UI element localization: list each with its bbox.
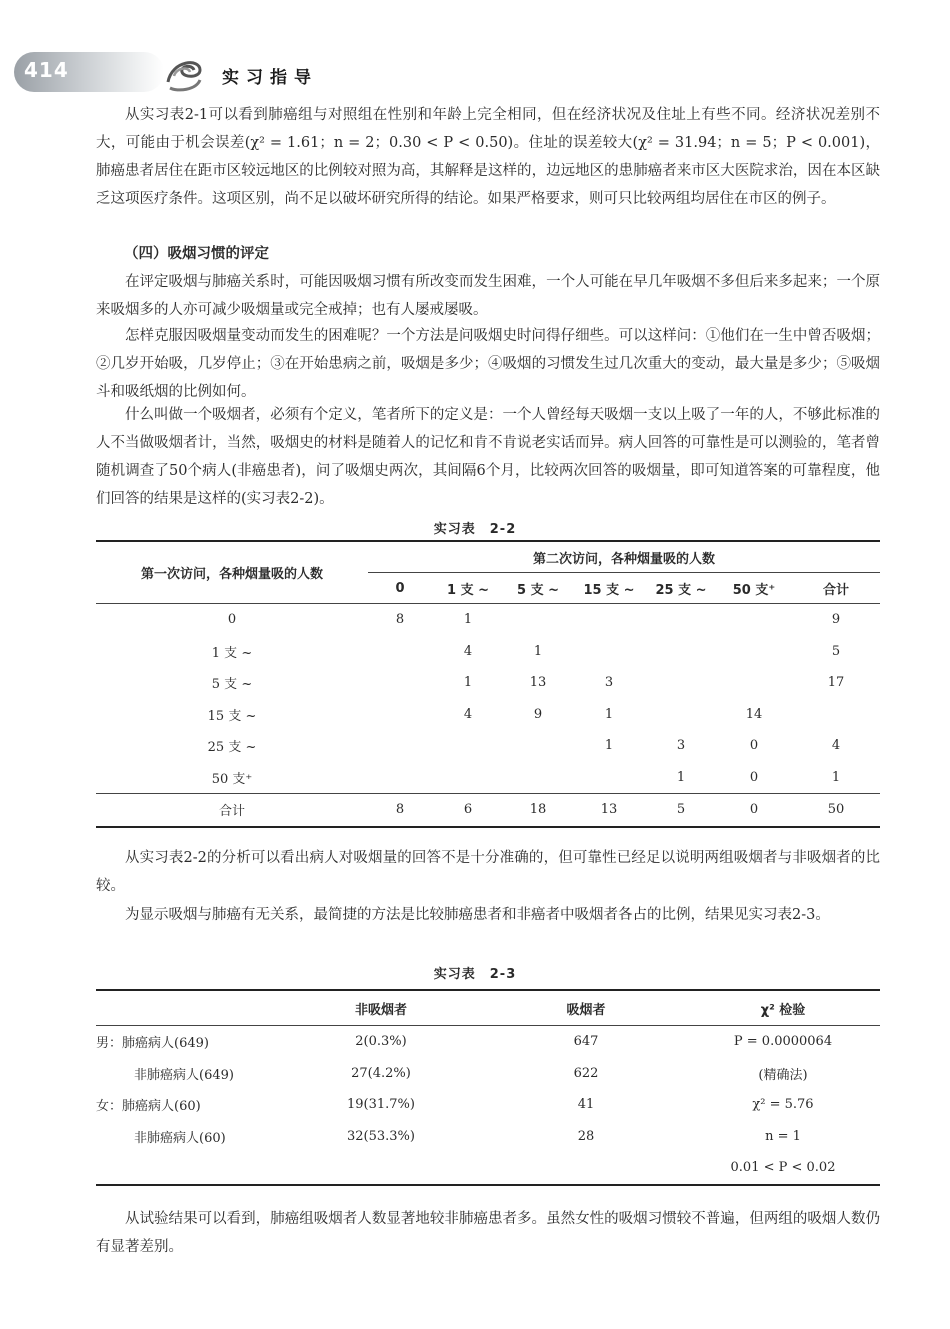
- table-row: [96, 762, 880, 794]
- table-cell: 8: [395, 802, 405, 818]
- table2-row-label: 25 支 ~: [207, 740, 257, 756]
- table-cell: 50: [827, 802, 845, 818]
- table-cell: 1: [676, 769, 686, 785]
- table-cell: 0: [749, 769, 759, 785]
- table-cell: 4: [831, 738, 841, 754]
- table2-col-header: 合计: [823, 582, 850, 598]
- table-cell: 0: [749, 738, 759, 754]
- page-number: 414: [24, 58, 69, 82]
- table-cell: 9: [533, 706, 543, 722]
- table-row: [96, 636, 880, 668]
- table-cell: 9: [831, 612, 841, 628]
- table-cell: 27(4.2%): [351, 1065, 411, 1081]
- paragraph-change: 在评定吸烟与肺癌关系时，可能因吸烟习惯有所改变而发生困难，一个人可能在早几年吸烟不多但后来多起来；一个原来吸烟多的人亦可减少吸烟量或完全戒掉；也有人屡戒屡吸。: [96, 274, 880, 318]
- table-cell: [504, 762, 572, 794]
- table-cell: 4: [463, 706, 473, 722]
- table3-header: 吸烟者: [566, 1002, 606, 1018]
- table3-row-label: 非肺癌病人(649): [134, 1067, 234, 1083]
- table-cell: [792, 699, 880, 731]
- table-2-2: [96, 540, 880, 828]
- table-cell: 647: [573, 1034, 599, 1050]
- table2-col-header: 15 支 ~: [583, 582, 635, 598]
- section-title: 实习指导: [222, 68, 318, 88]
- table-cell: χ² = 5.76: [752, 1097, 814, 1113]
- table-cell: [368, 667, 432, 699]
- table-row: [96, 699, 880, 731]
- table-cell: [646, 604, 716, 636]
- table-cell: [572, 762, 646, 794]
- paragraph-method: 怎样克服因吸烟量变动而发生的困难呢？一个方法是问吸烟史时问得仔细些。可以这样问：①他们在一生中曾否吸烟；②几岁开始吸，几岁停止；③在开始患病之前，吸烟是多少；④吸烟的习惯发生过几次重大的变动，最大量是多少；⑤吸烟斗和吸纸烟的比例如何。: [96, 328, 880, 400]
- table-cell: 19(31.7%): [347, 1097, 415, 1113]
- table-cell: 28: [577, 1128, 595, 1144]
- table-cell: 3: [604, 675, 614, 691]
- table-cell: (精确法): [758, 1067, 808, 1083]
- table-cell: 3: [676, 738, 686, 754]
- table2-row-label: 50 支⁺: [211, 771, 253, 787]
- table-cell: [716, 604, 792, 636]
- table-cell: 0.01 < P < 0.02: [730, 1160, 836, 1176]
- table3-caption: 实习表 2-3: [433, 967, 517, 982]
- table-cell: [716, 636, 792, 668]
- table-cell: 2(0.3%): [355, 1034, 407, 1050]
- table-row: [96, 1121, 880, 1153]
- table2-row-label: 合计: [218, 804, 245, 820]
- table-row: [96, 1026, 880, 1058]
- table-cell: 8: [395, 612, 405, 628]
- table2-col-header: 50 支⁺: [732, 582, 776, 598]
- table-row: [96, 730, 880, 762]
- table-cell: [432, 730, 504, 762]
- table-cell: n = 1: [765, 1128, 801, 1144]
- table-cell: [646, 636, 716, 668]
- table-cell: [504, 730, 572, 762]
- table3-row-label: [96, 1152, 276, 1185]
- table3-header: 非吸烟者: [354, 1002, 407, 1018]
- table-cell: [368, 730, 432, 762]
- table3-row-label: 女：肺癌病人(60): [96, 1099, 201, 1115]
- table3-row-label: 非肺癌病人(60): [134, 1130, 226, 1146]
- table3-row-label: 男：肺癌病人(649): [96, 1036, 209, 1052]
- table-cell: [276, 1152, 486, 1185]
- table-cell: [646, 667, 716, 699]
- table-cell: 14: [745, 706, 763, 722]
- table-cell: 5: [676, 802, 686, 818]
- table2-row-label: 0: [227, 612, 237, 628]
- table-cell: 13: [529, 675, 547, 691]
- table2-row-label: 1 支 ~: [211, 645, 253, 661]
- table-cell: [572, 636, 646, 668]
- table-cell: 1: [604, 738, 614, 754]
- table2-row-label: 15 支 ~: [207, 708, 257, 724]
- table-cell: 13: [600, 802, 618, 818]
- table-cell: [368, 636, 432, 668]
- page-header: [0, 0, 950, 100]
- table2-col-header: 1 支 ~: [447, 582, 489, 598]
- table-cell: [504, 604, 572, 636]
- table2-col-header: 25 支 ~: [655, 582, 707, 598]
- table-cell: 622: [573, 1065, 599, 1081]
- table2-col-header: 5 支 ~: [517, 582, 559, 598]
- table-cell: 1: [604, 706, 614, 722]
- table-cell: 1: [831, 769, 841, 785]
- table-cell: 0: [749, 802, 759, 818]
- table-row: [96, 667, 880, 699]
- table-cell: 32(53.3%): [347, 1128, 415, 1144]
- paragraph-comparison: 为显示吸烟与肺癌有无关系，最简捷的方法是比较肺癌患者和非癌者中吸烟者各占的比例，结果见实习表2-3。: [125, 907, 830, 923]
- intro-paragraph: 从实习表2-1可以看到肺癌组与对照组在性别和年龄上完全相同，但在经济状况及住址上有些不同。经济状况差别不大，可能由于机会误差(χ² = 1.61；n = 2；0.30 < P < 0.50)。住址的误差较大(χ² = 31.94；n = 5；P < 0.001)，肺癌患者居住在距市区较远地区的比例较对照为高，其解释是这样的，边远地区的患肺癌者来市区大医院求治，因在本区缺乏这项医疗条件。这项区别，尚不足以破坏研究所得的结论。如果严格要求，则可只比较两组均居住在市区的例子。: [96, 107, 880, 207]
- table2-caption: 实习表 2-2: [433, 522, 517, 537]
- table3-header: χ² 检验: [760, 1002, 806, 1018]
- table-2-3: [96, 989, 880, 1186]
- table-cell: 5: [831, 643, 841, 659]
- table-cell: 4: [463, 643, 473, 659]
- table2-row-label: 5 支 ~: [211, 677, 253, 693]
- table-cell: [368, 699, 432, 731]
- table-cell: 41: [577, 1097, 595, 1113]
- table-cell: [572, 604, 646, 636]
- table-cell: 1: [533, 643, 543, 659]
- table2-col-header: 0: [395, 580, 405, 596]
- paragraph-reliability: 从实习表2-2的分析可以看出病人对吸烟量的回答不是十分准确的，但可靠性已经足以说明两组吸烟者与非吸烟者的比较。: [96, 850, 880, 894]
- table-total-row: [96, 794, 880, 827]
- table2-group-header: 第二次访问，各种烟量吸的人数: [368, 541, 880, 573]
- table-cell: 1: [463, 612, 473, 628]
- table-cell: [486, 1152, 686, 1185]
- table3-header: [96, 990, 276, 1026]
- table-row: [96, 1152, 880, 1185]
- table-row: [96, 604, 880, 636]
- swirl-logo-icon: [162, 52, 206, 96]
- table2-row-header: 第一次访问，各种烟量吸的人数: [96, 541, 368, 604]
- section-heading: （四）吸烟习惯的评定: [124, 246, 269, 262]
- table-cell: 6: [463, 802, 473, 818]
- paragraph-definition: 什么叫做一个吸烟者，必须有个定义，笔者所下的定义是：一个人曾经每天吸烟一支以上吸了一年的人，不够此标准的人不当做吸烟者计，当然，吸烟史的材料是随着人的记忆和肯不肯说老实话而异。病人回答的可靠性是可以测验的，笔者曾随机调查了50个病人(非癌患者)，问了吸烟史两次，其间隔6个月，比较两次回答的吸烟量，即可知道答案的可靠程度，他们回答的结果是这样的(实习表2-2)。: [96, 407, 880, 507]
- table-row: [96, 1089, 880, 1121]
- table-cell: 17: [827, 675, 845, 691]
- table-row: [96, 1058, 880, 1090]
- table-cell: [646, 699, 716, 731]
- table-cell: P = 0.0000064: [733, 1034, 833, 1050]
- table-cell: [432, 762, 504, 794]
- table-cell: [716, 667, 792, 699]
- conclusion-paragraph: 从试验结果可以看到，肺癌组吸烟者人数显著地较非肺癌患者多。虽然女性的吸烟习惯较不普遍，但两组的吸烟人数仍有显著差别。: [96, 1211, 880, 1255]
- table-cell: 1: [463, 675, 473, 691]
- table-cell: [368, 762, 432, 794]
- table-cell: 18: [529, 802, 547, 818]
